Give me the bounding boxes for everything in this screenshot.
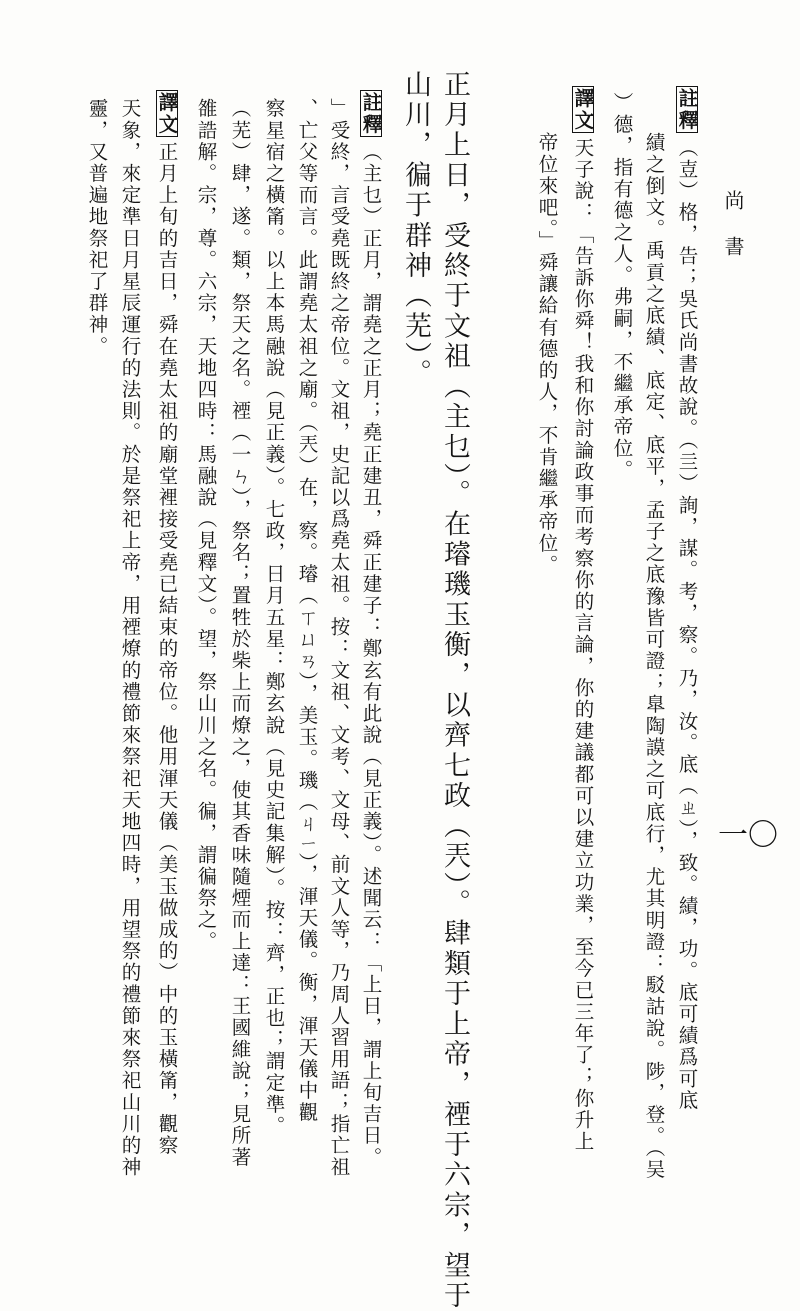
text-column bbox=[329, 98, 349, 1178]
column-text: 山川，徧于群神（芜）。 bbox=[400, 70, 431, 389]
text-column bbox=[87, 98, 107, 357]
column-text: （芜）肆，遂。類，祭天之名。禋（一ㄣ），祭名；置牲於柴上而燎之，使其香味隨煙而上達：王國維說；見所著 bbox=[228, 98, 252, 1169]
text-column bbox=[230, 98, 250, 1168]
text-column bbox=[537, 132, 557, 576]
text-column bbox=[572, 86, 594, 1152]
text-column bbox=[264, 98, 284, 1137]
column-text: （主乜）正月，謂堯之正月；堯正建丑，舜正建子：鄭玄有此說（見正義）。述聞云：「上日，謂上旬吉日。 bbox=[359, 141, 383, 1169]
column-text: 」受終，言受堯既終之帝位。文祖，史記以爲堯太祖。按：文祖、文考、文母、前文人等，乃周人習用語；指亡祖 bbox=[327, 98, 351, 1178]
text-column bbox=[612, 92, 632, 481]
column-text: 天象，來定準日月星辰運行的法則。於是祭祀上帝，用禋燎的禮節來祭祀天地四時，用望祭的禮節來祭祀山川的神 bbox=[118, 98, 142, 1178]
main-text-column bbox=[441, 70, 468, 1311]
column-text: （壴）格，告；吳氏尚書故說。（亖）詢，謀。考，察。乃，汝。底（ㄓ），致。績，功。底可績爲可底 bbox=[675, 137, 699, 1112]
main-text-column bbox=[402, 70, 429, 389]
section-label-annotation: 註釋 bbox=[359, 92, 383, 136]
column-text: 、亡父等而言。此謂堯太祖之廟。（兲）在，察。璿（ㄒㄩㄢ），美玉。璣（ㄐㄧ），渾天儀。衡，渾天儀中觀 bbox=[295, 98, 319, 1124]
text-column bbox=[120, 98, 140, 1178]
section-label-annotation: 註釋 bbox=[675, 88, 699, 132]
text-column bbox=[156, 90, 178, 1156]
column-text: 帝位來吧。」舜讓給有德的人，不肯繼承帝位。 bbox=[535, 132, 559, 576]
page-number: 一〇 bbox=[718, 818, 778, 853]
book-title: 尚書 bbox=[721, 190, 745, 282]
text-column bbox=[644, 132, 664, 1181]
section-label-translation: 譯文 bbox=[155, 92, 179, 136]
column-text: 天子說：「告訴你舜！我和你討論政事而考察你的言論，你的建議都可以建立功業，至今已三年了；你升上 bbox=[571, 137, 595, 1153]
section-label-translation: 譯文 bbox=[571, 88, 595, 132]
column-text: 正月上旬的吉日，舜在堯太祖的廟堂裡接受堯已結束的帝位。他用渾天儀（美玉做成的）中的玉橫筩，觀察 bbox=[155, 141, 179, 1157]
column-text: 察星宿之橫筩。以上本馬融說（見正義）。七政，日月五星：鄭玄說（見史記集解）。按：齊，正也；謂定準。 bbox=[262, 98, 286, 1137]
column-text: 正月上日，受終于文祖（主乜）。在璿璣玉衡，以齊七政（兲）。肆類于上帝，禋于六宗，望于 bbox=[439, 70, 470, 1311]
column-text: 績之倒文。禹貢之底績、底定、底平，孟子之底豫皆可證；臯陶謨之可底行，尤其明證：駁詁說。陟，登。（吴 bbox=[642, 132, 666, 1181]
column-text: 雒誥解。宗，尊。六宗，天地四時：馬融說（見釋文）。望，祭山川之名。徧，謂徧祭之。 bbox=[194, 98, 218, 953]
text-column bbox=[297, 98, 317, 1123]
column-text: 靈，又普遍地祭祀了群神。 bbox=[85, 98, 109, 358]
column-text: ）德，指有德之人。弗嗣，不繼承帝位。 bbox=[610, 92, 634, 481]
text-column bbox=[360, 90, 382, 1168]
text-column bbox=[676, 86, 698, 1111]
text-column bbox=[196, 98, 216, 952]
